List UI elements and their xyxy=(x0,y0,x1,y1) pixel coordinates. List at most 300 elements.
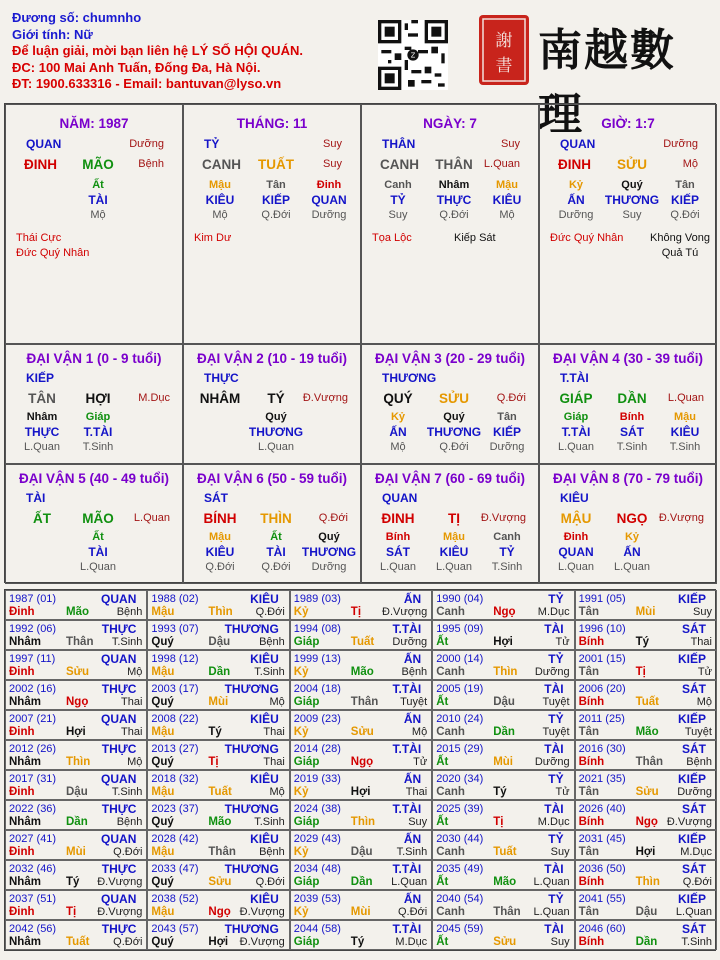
year-god: THỰC xyxy=(101,802,137,816)
year-god: QUAN xyxy=(101,772,137,786)
year-branch: Thìn xyxy=(66,756,91,768)
year-branch: Dậu xyxy=(350,846,373,858)
year-branch: Ngọ xyxy=(66,696,89,708)
dai-van-stem: QUÝ xyxy=(383,391,413,406)
year-stage: Thai xyxy=(405,786,428,798)
year-god: KIÊU xyxy=(250,712,279,726)
year-branch: Mùi xyxy=(635,606,656,618)
year-god: THỰC xyxy=(101,862,137,876)
hidden-stem: Quý xyxy=(621,179,643,191)
year-god: TÀI xyxy=(544,862,564,876)
year-stage: L.Quan xyxy=(533,906,570,918)
year-label: 2029 (43) xyxy=(293,833,341,845)
year-cell xyxy=(432,710,574,740)
year-god: THỰC xyxy=(101,622,137,636)
year-god: QUAN xyxy=(101,892,137,906)
year-stage: Tử xyxy=(413,756,428,768)
year-stage: L.Quan xyxy=(391,876,428,888)
hidden-stage: Q.Đới xyxy=(670,209,700,221)
hidden-stage: Dưỡng xyxy=(558,209,594,221)
hidden-god: TỶ xyxy=(390,193,406,207)
year-label: 2020 (34) xyxy=(436,773,484,785)
hidden-stem: Mậu xyxy=(443,531,465,543)
year-label: 2007 (21) xyxy=(9,713,57,725)
year-god: ẤN xyxy=(403,892,422,906)
year-stem: Kỷ xyxy=(293,846,309,858)
dai-van-cell xyxy=(539,344,717,464)
year-stem: Giáp xyxy=(293,636,320,648)
year-label: 2015 (29) xyxy=(436,743,484,755)
year-stem: Kỷ xyxy=(293,906,309,918)
year-stage: Thai xyxy=(690,636,712,648)
year-god: QUAN xyxy=(101,592,137,606)
hidden-god: TÀI xyxy=(88,545,108,559)
year-stem: Quý xyxy=(151,696,174,708)
dai-van-god: TÀI xyxy=(26,491,46,505)
hidden-stage: Dưỡng xyxy=(311,209,347,221)
year-stem: Tân xyxy=(578,666,600,678)
year-label: 2046 (60) xyxy=(578,923,626,935)
seal-stamp-icon xyxy=(478,14,530,86)
year-stage: Q.Đới xyxy=(113,936,143,948)
pillar-branch: THÂN xyxy=(435,157,473,172)
year-stem: Canh xyxy=(436,906,465,918)
hidden-stem: Kỷ xyxy=(568,179,584,191)
hidden-god: KIÊU xyxy=(492,193,522,207)
year-branch: Mùi xyxy=(66,846,86,858)
year-cell xyxy=(147,680,289,710)
year-stage: Q.Đới xyxy=(113,846,143,858)
year-label: 2035 (49) xyxy=(436,863,484,875)
year-stage: Thai xyxy=(120,696,143,708)
year-god: KIẾP xyxy=(677,712,706,726)
year-branch: Ngọ xyxy=(635,816,658,828)
hidden-god: KIÊU xyxy=(205,193,235,207)
year-label: 2009 (23) xyxy=(293,713,341,725)
hidden-stage: Dưỡng xyxy=(489,441,525,453)
year-branch: Mão xyxy=(493,876,517,888)
dai-van-title: ĐẠI VẬN 1 (0 - 9 tuổi) xyxy=(26,351,162,366)
year-stem: Canh xyxy=(436,726,465,738)
year-cell xyxy=(432,770,574,800)
year-cell xyxy=(5,650,147,680)
year-stage: Suy xyxy=(550,936,570,948)
year-cell xyxy=(5,830,147,860)
year-cell xyxy=(5,710,147,740)
year-stage: Q.Đới xyxy=(255,876,285,888)
hidden-stem: Đinh xyxy=(316,179,342,191)
dai-van-title: ĐẠI VẬN 5 (40 - 49 tuổi) xyxy=(18,471,170,486)
hidden-stage: Q.Đới xyxy=(439,209,469,221)
year-label: 2019 (33) xyxy=(293,773,341,785)
year-cell xyxy=(290,740,432,770)
year-stem: Tân xyxy=(578,786,600,798)
hidden-stem: Bính xyxy=(385,531,411,543)
year-stage: Mộ xyxy=(127,666,143,678)
pillar-cell xyxy=(361,104,539,344)
year-label: 2027 (41) xyxy=(9,833,57,845)
year-label: 2022 (36) xyxy=(9,803,57,815)
year-stage: Bệnh xyxy=(401,666,428,678)
hidden-god: T.TÀI xyxy=(561,425,591,439)
year-branch: Hợi xyxy=(493,636,513,648)
hidden-stem: Mậu xyxy=(674,411,696,423)
hidden-god: SÁT xyxy=(620,425,644,439)
year-god: SÁT xyxy=(681,862,706,876)
year-stem: Quý xyxy=(151,876,174,888)
hidden-stem: Ất xyxy=(92,531,104,543)
year-cell xyxy=(147,620,289,650)
year-cell xyxy=(575,740,717,770)
year-label: 2044 (58) xyxy=(293,923,341,935)
year-label: 2031 (45) xyxy=(578,833,626,845)
year-branch: Dần xyxy=(66,816,88,828)
dai-van-stage: Đ.Vượng xyxy=(480,512,526,524)
dai-van-branch: NGỌ xyxy=(616,511,648,526)
year-label: 2000 (14) xyxy=(436,653,484,665)
year-label: 2034 (48) xyxy=(293,863,341,875)
year-stem: Mậu xyxy=(151,726,175,738)
hidden-stage: Q.Đới xyxy=(261,209,291,221)
year-god: TÀI xyxy=(544,802,564,816)
year-label: 2039 (53) xyxy=(293,893,341,905)
year-branch: Tị xyxy=(208,756,219,768)
dai-van-stage: L.Quan xyxy=(133,512,170,524)
year-god: TÀI xyxy=(544,682,564,696)
pillar-stage2: Bệnh xyxy=(138,158,164,170)
year-stem: Đinh xyxy=(9,906,35,918)
year-branch: Thân xyxy=(350,696,379,708)
hidden-god: THƯƠNG xyxy=(301,545,357,559)
year-god: TỶ xyxy=(548,592,564,606)
year-branch: Mùi xyxy=(493,756,513,768)
year-stem: Bính xyxy=(578,876,605,888)
year-stem: Quý xyxy=(151,756,174,768)
year-stem: Tân xyxy=(578,906,600,918)
year-stem: Nhâm xyxy=(9,936,41,948)
year-branch: Hợi xyxy=(350,786,371,798)
year-stem: Ất xyxy=(436,636,449,648)
pillar-stage: Dưỡng xyxy=(129,138,164,150)
year-god: QUAN xyxy=(101,832,137,846)
hidden-god: KIÊU xyxy=(205,545,235,559)
year-stem: Nhâm xyxy=(9,696,41,708)
year-stage: Mộ xyxy=(269,696,285,708)
year-stem: Kỷ xyxy=(293,606,309,618)
dai-van-stage: Đ.Vượng xyxy=(658,512,704,524)
year-god: SÁT xyxy=(681,742,706,756)
pillar-stem: CANH xyxy=(380,157,419,172)
year-label: 2028 (42) xyxy=(151,833,199,845)
qr-code-icon xyxy=(378,20,448,90)
year-stage: Dưỡng xyxy=(534,756,570,768)
hidden-stem: Canh xyxy=(493,531,521,543)
pillar-stars: Đức Quý Nhân xyxy=(550,232,624,244)
year-branch: Mão xyxy=(635,726,659,738)
year-cell xyxy=(575,890,717,920)
svg-text:書: 書 xyxy=(495,56,513,76)
year-cell xyxy=(290,620,432,650)
year-stem: Quý xyxy=(151,816,174,828)
phone-email-line: ĐT: 1900.633316 - Email: bantuvan@lyso.vn xyxy=(12,76,282,91)
dai-van-branch: TÝ xyxy=(267,391,285,406)
hidden-god: THƯƠNG xyxy=(426,425,482,439)
year-branch: Hợi xyxy=(208,936,229,948)
year-stage: Suy xyxy=(408,816,428,828)
year-cell xyxy=(290,590,432,620)
year-stem: Mậu xyxy=(151,906,175,918)
dai-van-branch: DẦN xyxy=(617,391,647,406)
year-branch: Tị xyxy=(350,606,362,618)
year-god: THƯƠNG xyxy=(224,802,279,816)
year-label: 2008 (22) xyxy=(151,713,199,725)
hidden-god: ẤN xyxy=(623,545,641,559)
year-god: KIẾP xyxy=(677,892,706,906)
pillar-stars: Thái Cực Đức Quý Nhân xyxy=(16,232,90,259)
year-stem: Ất xyxy=(436,756,449,768)
year-branch: Mão xyxy=(66,606,89,618)
hidden-stem: Mậu xyxy=(496,179,518,191)
hidden-god: THỰC xyxy=(24,425,60,439)
hidden-stage: T.Sinh xyxy=(491,561,523,573)
dai-van-cell xyxy=(183,344,361,464)
year-stage: M.Dục xyxy=(537,816,570,828)
year-stage: T.Sinh xyxy=(681,936,712,948)
contact-line: Để luận giải, mời bạn liên hệ LÝ SỐ HỘI QUÁN. xyxy=(12,43,303,58)
year-stem: Đinh xyxy=(9,786,35,798)
year-branch: Tuất xyxy=(493,846,517,858)
year-stem: Canh xyxy=(436,666,465,678)
year-stage: Tuyệt xyxy=(400,696,428,708)
year-god: TỶ xyxy=(548,892,564,906)
hidden-stem: Nhâm xyxy=(26,411,58,423)
year-cell xyxy=(147,920,289,950)
year-label: 2005 (19) xyxy=(436,683,484,695)
pillar-stars-2: Không Vong Quả Tú xyxy=(650,232,710,259)
year-cell xyxy=(432,740,574,770)
hidden-god: ẤN xyxy=(389,425,407,439)
year-branch: Dần xyxy=(493,726,515,738)
hidden-god: KIẾP xyxy=(670,193,700,207)
hidden-stage: Q.Đới xyxy=(439,441,469,453)
pillar-stars: Tọa Lộc xyxy=(372,232,412,244)
year-stage: Mộ xyxy=(411,726,428,738)
dai-van-title: ĐẠI VẬN 3 (20 - 29 tuổi) xyxy=(374,351,526,366)
hidden-stem: Mậu xyxy=(209,179,231,191)
owner-name: Đương số: chumnho xyxy=(12,10,142,25)
year-stem: Ất xyxy=(436,816,449,828)
year-god: T.TÀI xyxy=(392,862,422,876)
year-stage: M.Dục xyxy=(680,846,712,858)
year-cell xyxy=(290,920,432,950)
year-label: 2017 (31) xyxy=(9,773,57,785)
year-god: SÁT xyxy=(681,802,706,816)
dai-van-branch: SỬU xyxy=(439,391,469,406)
year-stem: Đinh xyxy=(9,726,35,738)
year-stem: Bính xyxy=(578,636,605,648)
year-cell xyxy=(5,860,147,890)
year-stem: Ất xyxy=(436,936,449,948)
year-label: 1988 (02) xyxy=(151,593,199,605)
year-label: 2036 (50) xyxy=(578,863,626,875)
hidden-stem: Đinh xyxy=(563,531,589,543)
year-stage: T.Sinh xyxy=(254,816,285,828)
year-cell xyxy=(575,920,717,950)
year-cell xyxy=(147,650,289,680)
year-stage: Đ.Vượng xyxy=(239,936,285,948)
dai-van-stem: TÂN xyxy=(28,391,56,406)
dai-van-stage: Đ.Vượng xyxy=(302,392,348,404)
pillar-branch: MÃO xyxy=(82,157,114,172)
hidden-god: TÀI xyxy=(88,193,108,207)
year-label: 2033 (47) xyxy=(151,863,199,875)
pillar-title: NĂM: 1987 xyxy=(59,116,129,131)
year-stem: Quý xyxy=(151,636,174,648)
year-branch: Hợi xyxy=(635,846,656,858)
hidden-stage: Mộ xyxy=(212,209,228,221)
svg-text:Z: Z xyxy=(410,51,416,60)
year-label: 2021 (35) xyxy=(578,773,626,785)
year-branch: Tuất xyxy=(635,696,660,708)
year-god: ẤN xyxy=(403,712,422,726)
year-stage: T.Sinh xyxy=(254,666,285,678)
year-cell xyxy=(147,830,289,860)
year-cell xyxy=(432,860,574,890)
year-stem: Đinh xyxy=(9,846,35,858)
year-stem: Tân xyxy=(578,726,600,738)
year-cell xyxy=(290,770,432,800)
year-god: TÀI xyxy=(544,622,564,636)
dai-van-god: THƯƠNG xyxy=(382,371,437,385)
dai-van-stage: Q.Đới xyxy=(318,512,348,524)
year-label: 2013 (27) xyxy=(151,743,199,755)
year-god: T.TÀI xyxy=(392,622,422,636)
hidden-stage: L.Quan xyxy=(79,561,117,573)
year-cell xyxy=(5,680,147,710)
year-god: KIÊU xyxy=(250,592,279,606)
year-god: ẤN xyxy=(403,772,422,786)
hidden-stem: Giáp xyxy=(563,411,589,423)
hidden-stage: L.Quan xyxy=(557,441,595,453)
year-branch: Thìn xyxy=(208,606,233,618)
dai-van-stem: ẤT xyxy=(33,511,51,526)
hidden-stem: Quý xyxy=(318,531,340,543)
year-branch: Sửu xyxy=(208,876,232,888)
dai-van-branch: THÌN xyxy=(260,511,292,526)
year-label: 2012 (26) xyxy=(9,743,57,755)
year-stage: Q.Đới xyxy=(255,606,285,618)
year-label: 2018 (32) xyxy=(151,773,199,785)
dai-van-stem: BÍNH xyxy=(203,511,237,526)
year-cell xyxy=(432,800,574,830)
hidden-god: QUAN xyxy=(558,545,594,559)
hidden-stage: L.Quan xyxy=(23,441,61,453)
year-cell xyxy=(575,650,717,680)
year-cell xyxy=(147,800,289,830)
year-god: T.TÀI xyxy=(392,742,422,756)
year-cell xyxy=(147,740,289,770)
year-cell xyxy=(290,890,432,920)
year-stage: Đ.Vượng xyxy=(382,606,428,618)
year-label: 2006 (20) xyxy=(578,683,626,695)
pillar-cell xyxy=(539,104,717,344)
year-stage: Q.Đới xyxy=(682,876,712,888)
pillar-cell xyxy=(5,104,183,344)
year-branch: Thân xyxy=(493,906,521,918)
year-god: KIÊU xyxy=(250,652,279,666)
hidden-god: KIẾP xyxy=(492,425,522,439)
hidden-stage: Mộ xyxy=(499,209,515,221)
year-label: 1998 (12) xyxy=(151,653,199,665)
dai-van-title: ĐẠI VẬN 4 (30 - 39 tuổi) xyxy=(552,351,704,366)
dai-van-stage: Q.Đới xyxy=(496,392,526,404)
year-god: QUAN xyxy=(101,712,137,726)
year-god: SÁT xyxy=(681,622,706,636)
year-branch: Thân xyxy=(208,846,236,858)
year-label: 2016 (30) xyxy=(578,743,626,755)
annual-luck-table xyxy=(4,589,716,951)
hidden-stem: Bính xyxy=(619,411,645,423)
pillar-stage2: Suy xyxy=(323,158,342,170)
year-branch: Tị xyxy=(66,906,77,918)
svg-text:謝: 謝 xyxy=(495,31,513,51)
year-stage: Q.Đới xyxy=(397,906,428,918)
year-stage: Thai xyxy=(120,726,143,738)
year-label: 2038 (52) xyxy=(151,893,199,905)
year-stage: Dưỡng xyxy=(677,786,712,798)
year-cell xyxy=(575,620,717,650)
year-label: 2023 (37) xyxy=(151,803,199,815)
pillar-stars-2: Kiếp Sát xyxy=(454,232,496,244)
year-stage: M.Dục xyxy=(537,606,570,618)
year-stem: Giáp xyxy=(293,696,320,708)
hidden-stage: L.Quan xyxy=(613,561,651,573)
year-stem: Nhâm xyxy=(9,816,41,828)
header-info xyxy=(12,10,303,93)
year-stage: T.Sinh xyxy=(396,846,428,858)
year-branch: Thân xyxy=(66,636,94,648)
year-cell xyxy=(5,770,147,800)
year-cell xyxy=(290,650,432,680)
year-branch: Sửu xyxy=(635,786,659,798)
year-branch: Tuất xyxy=(350,636,375,648)
year-god: KIÊU xyxy=(250,892,279,906)
year-stem: Canh xyxy=(436,786,465,798)
pillar-title: THÁNG: 11 xyxy=(236,116,308,131)
hidden-stage: Mộ xyxy=(390,441,406,453)
year-stem: Đinh xyxy=(9,606,35,618)
year-stage: Bệnh xyxy=(686,756,712,768)
year-stage: Thai xyxy=(263,726,285,738)
year-god: TỶ xyxy=(548,772,564,786)
year-cell xyxy=(575,770,717,800)
year-label: 2004 (18) xyxy=(293,683,341,695)
year-stem: Bính xyxy=(578,936,605,948)
year-stage: L.Quan xyxy=(533,876,570,888)
year-branch: Tý xyxy=(208,726,222,738)
pillar-god: QUAN xyxy=(560,137,596,151)
year-label: 1992 (06) xyxy=(9,623,57,635)
year-label: 1993 (07) xyxy=(151,623,199,635)
year-cell xyxy=(290,830,432,860)
year-branch: Thìn xyxy=(350,816,376,828)
pillar-stem: ĐINH xyxy=(558,157,591,172)
hidden-god: SÁT xyxy=(386,545,410,559)
year-god: T.TÀI xyxy=(392,922,422,936)
year-stem: Bính xyxy=(578,816,605,828)
year-god: TÀI xyxy=(544,922,564,936)
year-stage: Dưỡng xyxy=(392,636,428,648)
